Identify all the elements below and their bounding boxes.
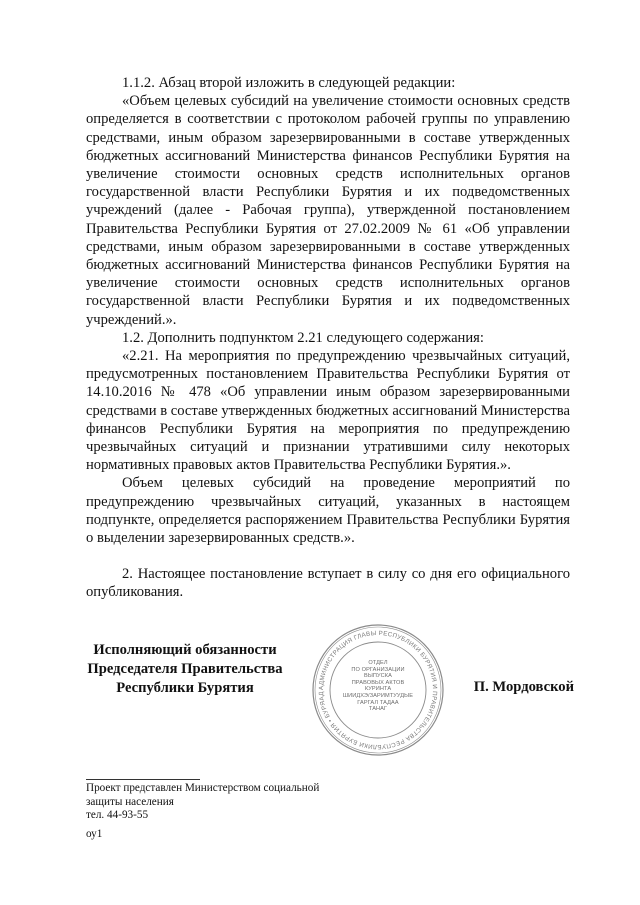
signatory-name: П. Мордовской bbox=[473, 679, 574, 695]
paragraph-2-21: «2.21. На мероприятия по предупреждению чрезвычайных ситуаций, предусмотренных постановлением Правительства Республики Бурятия от 14.10.2016 № 478 «Об управлении иным образом зарезервированными средствами в составе утвержденных бюджетных ассигнований Министерства финансов Республики Бурятия на мероприятия по предупреждению чрезвычайных ситуаций и признании утратившими силу некоторых нормативных правовых актов Правительства Республики Бурятия.». bbox=[86, 348, 570, 474]
signatory-title-line-2: Председателя Правительства bbox=[87, 661, 283, 677]
footnote-line-2: защиты населения bbox=[86, 795, 174, 808]
seal-center-line: КУРИНТА bbox=[364, 686, 392, 693]
seal-center-line: ОТДЕЛ bbox=[368, 660, 388, 666]
document-body bbox=[86, 74, 570, 602]
seal-center-line: ТАНАГ bbox=[368, 706, 388, 713]
signatory-title bbox=[78, 641, 292, 698]
paragraph-1-2: 1.2. Дополнить подпунктом 2.21 следующего содержания: bbox=[122, 329, 484, 346]
seal-center-line: ВЫПУСКА bbox=[364, 673, 392, 680]
signatory-title-line-3: Республики Бурятия bbox=[116, 680, 254, 696]
paragraph-quote-subsidies: «Объем целевых субсидий на увеличение стоимости основных средств определяется в соответствии с протоколом рабочей группы по управлению средствами, иным образом зарезервированными в составе утвержденных бюджетных ассигнований Министерства финансов Республики Бурятия на увеличение стоимости основных средств исполнительных органов государственной власти Республики Бурятия и их подведомственных учреждений (далее - Рабочая группа), утвержденной постановлением Правительства Республики Бурятия от 27.02.2009 № 61 «Об управлении средствами, иным образом зарезервированными в составе утвержденных бюджетных ассигнований Министерства финансов Республики Бурятия на увеличение стоимости основных средств исполнительных органов государственной власти Республики Бурятия и их подведомственных учреждений.». bbox=[86, 93, 570, 328]
seal-center-line: ГАРГАЛ ТАДАА bbox=[357, 699, 399, 706]
seal-ring-text: АДМИНИСТРАЦИЯ ГЛАВЫ РЕСПУБЛИКИ БУРЯТИЯ И ПРАВИТЕЛЬСТВА РЕСПУБЛИКИ БУРЯТИЯ • БУРЯАД bbox=[317, 629, 439, 751]
footnote-phone: тел. 44-93-55 bbox=[86, 809, 149, 822]
footnote-line-1: Проект представлен Министерством социальной bbox=[86, 782, 320, 794]
official-seal bbox=[310, 622, 446, 758]
seal-center-text bbox=[334, 660, 422, 713]
paragraph-effective-date: 2. Настоящее постановление вступает в силу со дня его официального опубликования. bbox=[86, 566, 570, 601]
seal-center-line: ПРАВОВЫХ АКТОВ bbox=[351, 679, 405, 686]
footnote bbox=[86, 779, 356, 840]
footnote-divider bbox=[86, 779, 200, 780]
seal-center-line: ШИИДХЭ/ЗАРИМТУУДЫЕ bbox=[342, 692, 414, 699]
signatory-title-line-1: Исполняющий обязанности bbox=[93, 642, 277, 658]
paragraph-1-1-2: 1.1.2. Абзац второй изложить в следующей редакции: bbox=[122, 75, 456, 91]
seal-center-line: ПО ОРГАНИЗАЦИИ bbox=[351, 666, 405, 673]
paragraph-subsidy-volume: Объем целевых субсидий на проведение мероприятий по предупреждению чрезвычайных ситуаций, указанных в настоящем подпункте, определяется распоряжением Правительства Республики Бурятия о выделении зарезервированных средств.». bbox=[86, 475, 570, 547]
footnote-code: оу1 bbox=[86, 827, 103, 840]
